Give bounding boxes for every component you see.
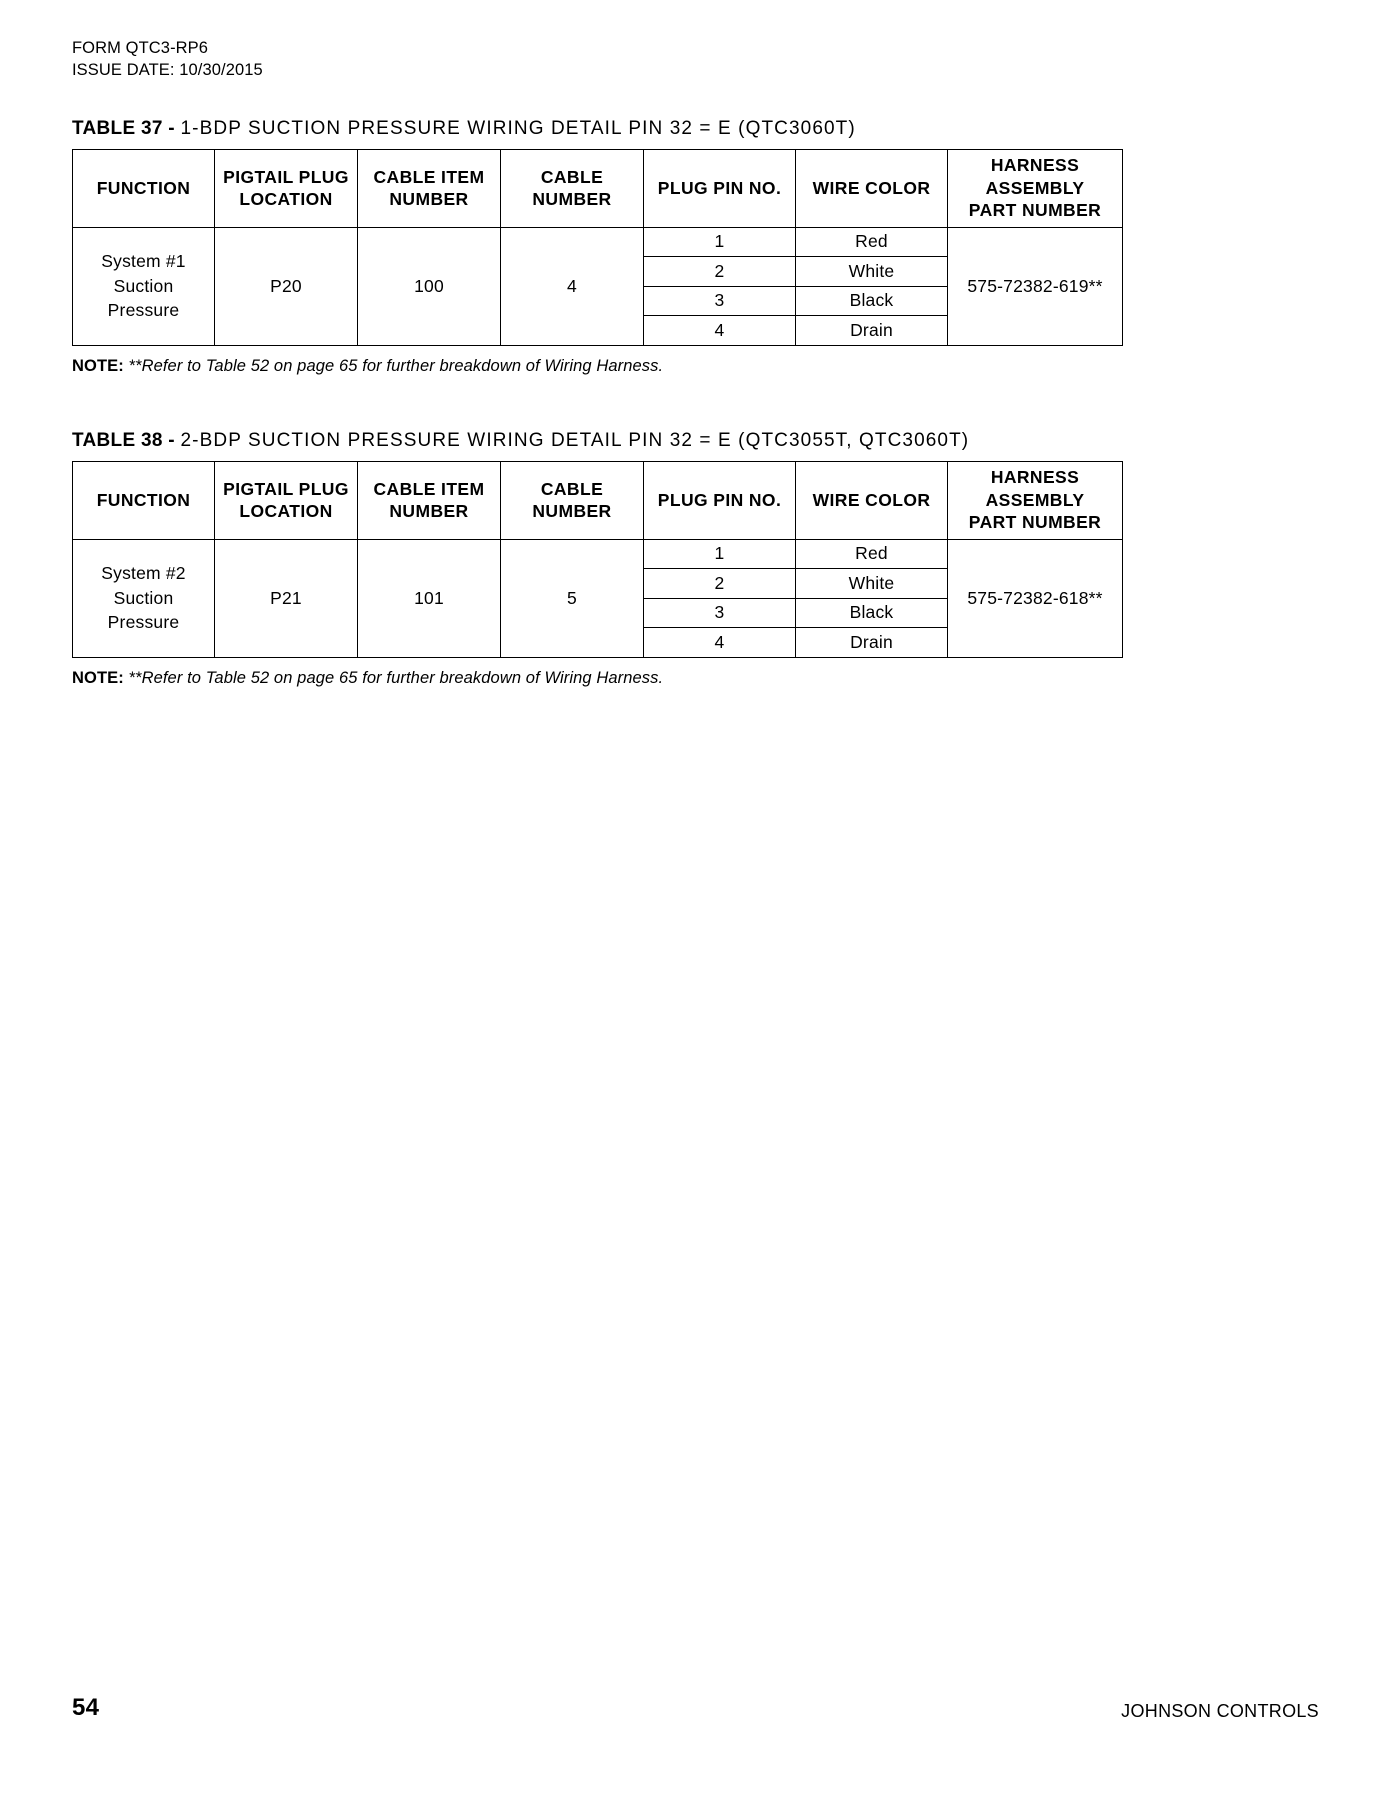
cell-wire-color: Red [796, 539, 948, 569]
column-header-cable-item-number [358, 461, 501, 539]
column-header-wire-color [796, 461, 948, 539]
header-line: WIRE COLOR [812, 489, 931, 510]
header-line: PLUG PIN NO. [657, 489, 782, 510]
cell-function [73, 539, 215, 657]
cell-plug-pin-no: 4 [644, 316, 796, 346]
header-line: FUNCTION [96, 177, 191, 198]
header-line: CABLE ITEM [373, 166, 485, 187]
header-line: CABLE [540, 478, 604, 499]
column-header-function [73, 461, 215, 539]
table-38-caption-label: TABLE 38 - [72, 429, 181, 451]
header-line: WIRE COLOR [812, 177, 931, 198]
cell-cable-number: 5 [501, 539, 644, 657]
cell-wire-color: Black [796, 598, 948, 628]
column-header-harness-assembly-part-number [948, 149, 1123, 227]
header-line: PART NUMBER [968, 512, 1102, 533]
cell-plug-pin-no: 1 [644, 227, 796, 257]
header-line: PIGTAIL PLUG [223, 478, 349, 499]
company-name: JOHNSON CONTROLS [1121, 1701, 1319, 1721]
page-number: 54 [72, 1694, 100, 1721]
cell-plug-pin-no: 2 [644, 569, 796, 599]
header-line: NUMBER [532, 501, 612, 522]
cell-cable-number: 4 [501, 227, 644, 345]
page-footer [72, 1694, 1319, 1722]
header-line: FUNCTION [96, 489, 191, 510]
header-line: PART NUMBER [968, 200, 1102, 221]
cell-pigtail-plug-location: P21 [215, 539, 358, 657]
column-header-plug-pin-no [644, 461, 796, 539]
table-38-caption [72, 430, 1319, 452]
cell-plug-pin-no: 3 [644, 286, 796, 316]
header-line: PLUG PIN NO. [657, 177, 782, 198]
note-label: NOTE: [72, 668, 124, 687]
column-header-pigtail-plug-location [215, 149, 358, 227]
table-37-header-row [73, 149, 1123, 227]
header-line: HARNESS [990, 155, 1080, 176]
table-37 [72, 149, 1123, 346]
column-header-cable-item-number [358, 149, 501, 227]
cell-plug-pin-no: 2 [644, 257, 796, 287]
function-line: Pressure [107, 300, 180, 321]
cell-wire-color: White [796, 569, 948, 599]
cell-plug-pin-no: 4 [644, 628, 796, 658]
function-line: System #1 [101, 250, 186, 271]
function-line: Pressure [107, 612, 180, 633]
cell-cable-item-number: 101 [358, 539, 501, 657]
cell-wire-color: Drain [796, 628, 948, 658]
header-line: ASSEMBLY [985, 489, 1085, 510]
table-38-caption-text: 2-BDP SUCTION PRESSURE WIRING DETAIL PIN 32 = E (QTC3055T, QTC3060T) [180, 429, 970, 451]
column-header-plug-pin-no [644, 149, 796, 227]
note-text: **Refer to Table 52 on page 65 for further breakdown of Wiring Harness. [128, 356, 664, 375]
cell-plug-pin-no: 3 [644, 598, 796, 628]
issue-date: ISSUE DATE: 10/30/2015 [72, 60, 263, 79]
table-37-caption-label: TABLE 37 - [72, 117, 181, 139]
header-line: HARNESS [990, 467, 1080, 488]
table-38 [72, 461, 1123, 658]
table-38-note [72, 669, 1319, 688]
cell-wire-color: Drain [796, 316, 948, 346]
table-37-caption [72, 118, 1319, 140]
header-line: LOCATION [239, 501, 333, 522]
note-text: **Refer to Table 52 on page 65 for further breakdown of Wiring Harness. [128, 668, 664, 687]
note-label: NOTE: [72, 356, 124, 375]
form-number: FORM QTC3-RP6 [72, 39, 209, 57]
document-header [72, 38, 1319, 82]
header-line: LOCATION [239, 189, 333, 210]
header-line: ASSEMBLY [985, 177, 1085, 198]
header-line: CABLE [540, 166, 604, 187]
cell-harness-assembly-part-number: 575-72382-618** [948, 539, 1123, 657]
cell-wire-color: Red [796, 227, 948, 257]
cell-plug-pin-no: 1 [644, 539, 796, 569]
column-header-wire-color [796, 149, 948, 227]
header-line: PIGTAIL PLUG [223, 166, 349, 187]
cell-harness-assembly-part-number: 575-72382-619** [948, 227, 1123, 345]
table-37-note [72, 357, 1319, 376]
table-38-header-row [73, 461, 1123, 539]
cell-cable-item-number: 100 [358, 227, 501, 345]
cell-pigtail-plug-location: P20 [215, 227, 358, 345]
table-row [73, 227, 1123, 257]
header-line: NUMBER [389, 189, 469, 210]
function-line: Suction [113, 275, 174, 296]
header-line: NUMBER [532, 189, 612, 210]
cell-function [73, 227, 215, 345]
column-header-harness-assembly-part-number [948, 461, 1123, 539]
column-header-cable-number [501, 461, 644, 539]
header-line: CABLE ITEM [373, 478, 485, 499]
column-header-cable-number [501, 149, 644, 227]
function-line: Suction [113, 587, 174, 608]
column-header-pigtail-plug-location [215, 461, 358, 539]
cell-wire-color: White [796, 257, 948, 287]
cell-wire-color: Black [796, 286, 948, 316]
column-header-function [73, 149, 215, 227]
header-line: NUMBER [389, 501, 469, 522]
function-line: System #2 [101, 562, 186, 583]
table-37-caption-text: 1-BDP SUCTION PRESSURE WIRING DETAIL PIN 32 = E (QTC3060T) [180, 117, 856, 139]
table-row [73, 539, 1123, 569]
